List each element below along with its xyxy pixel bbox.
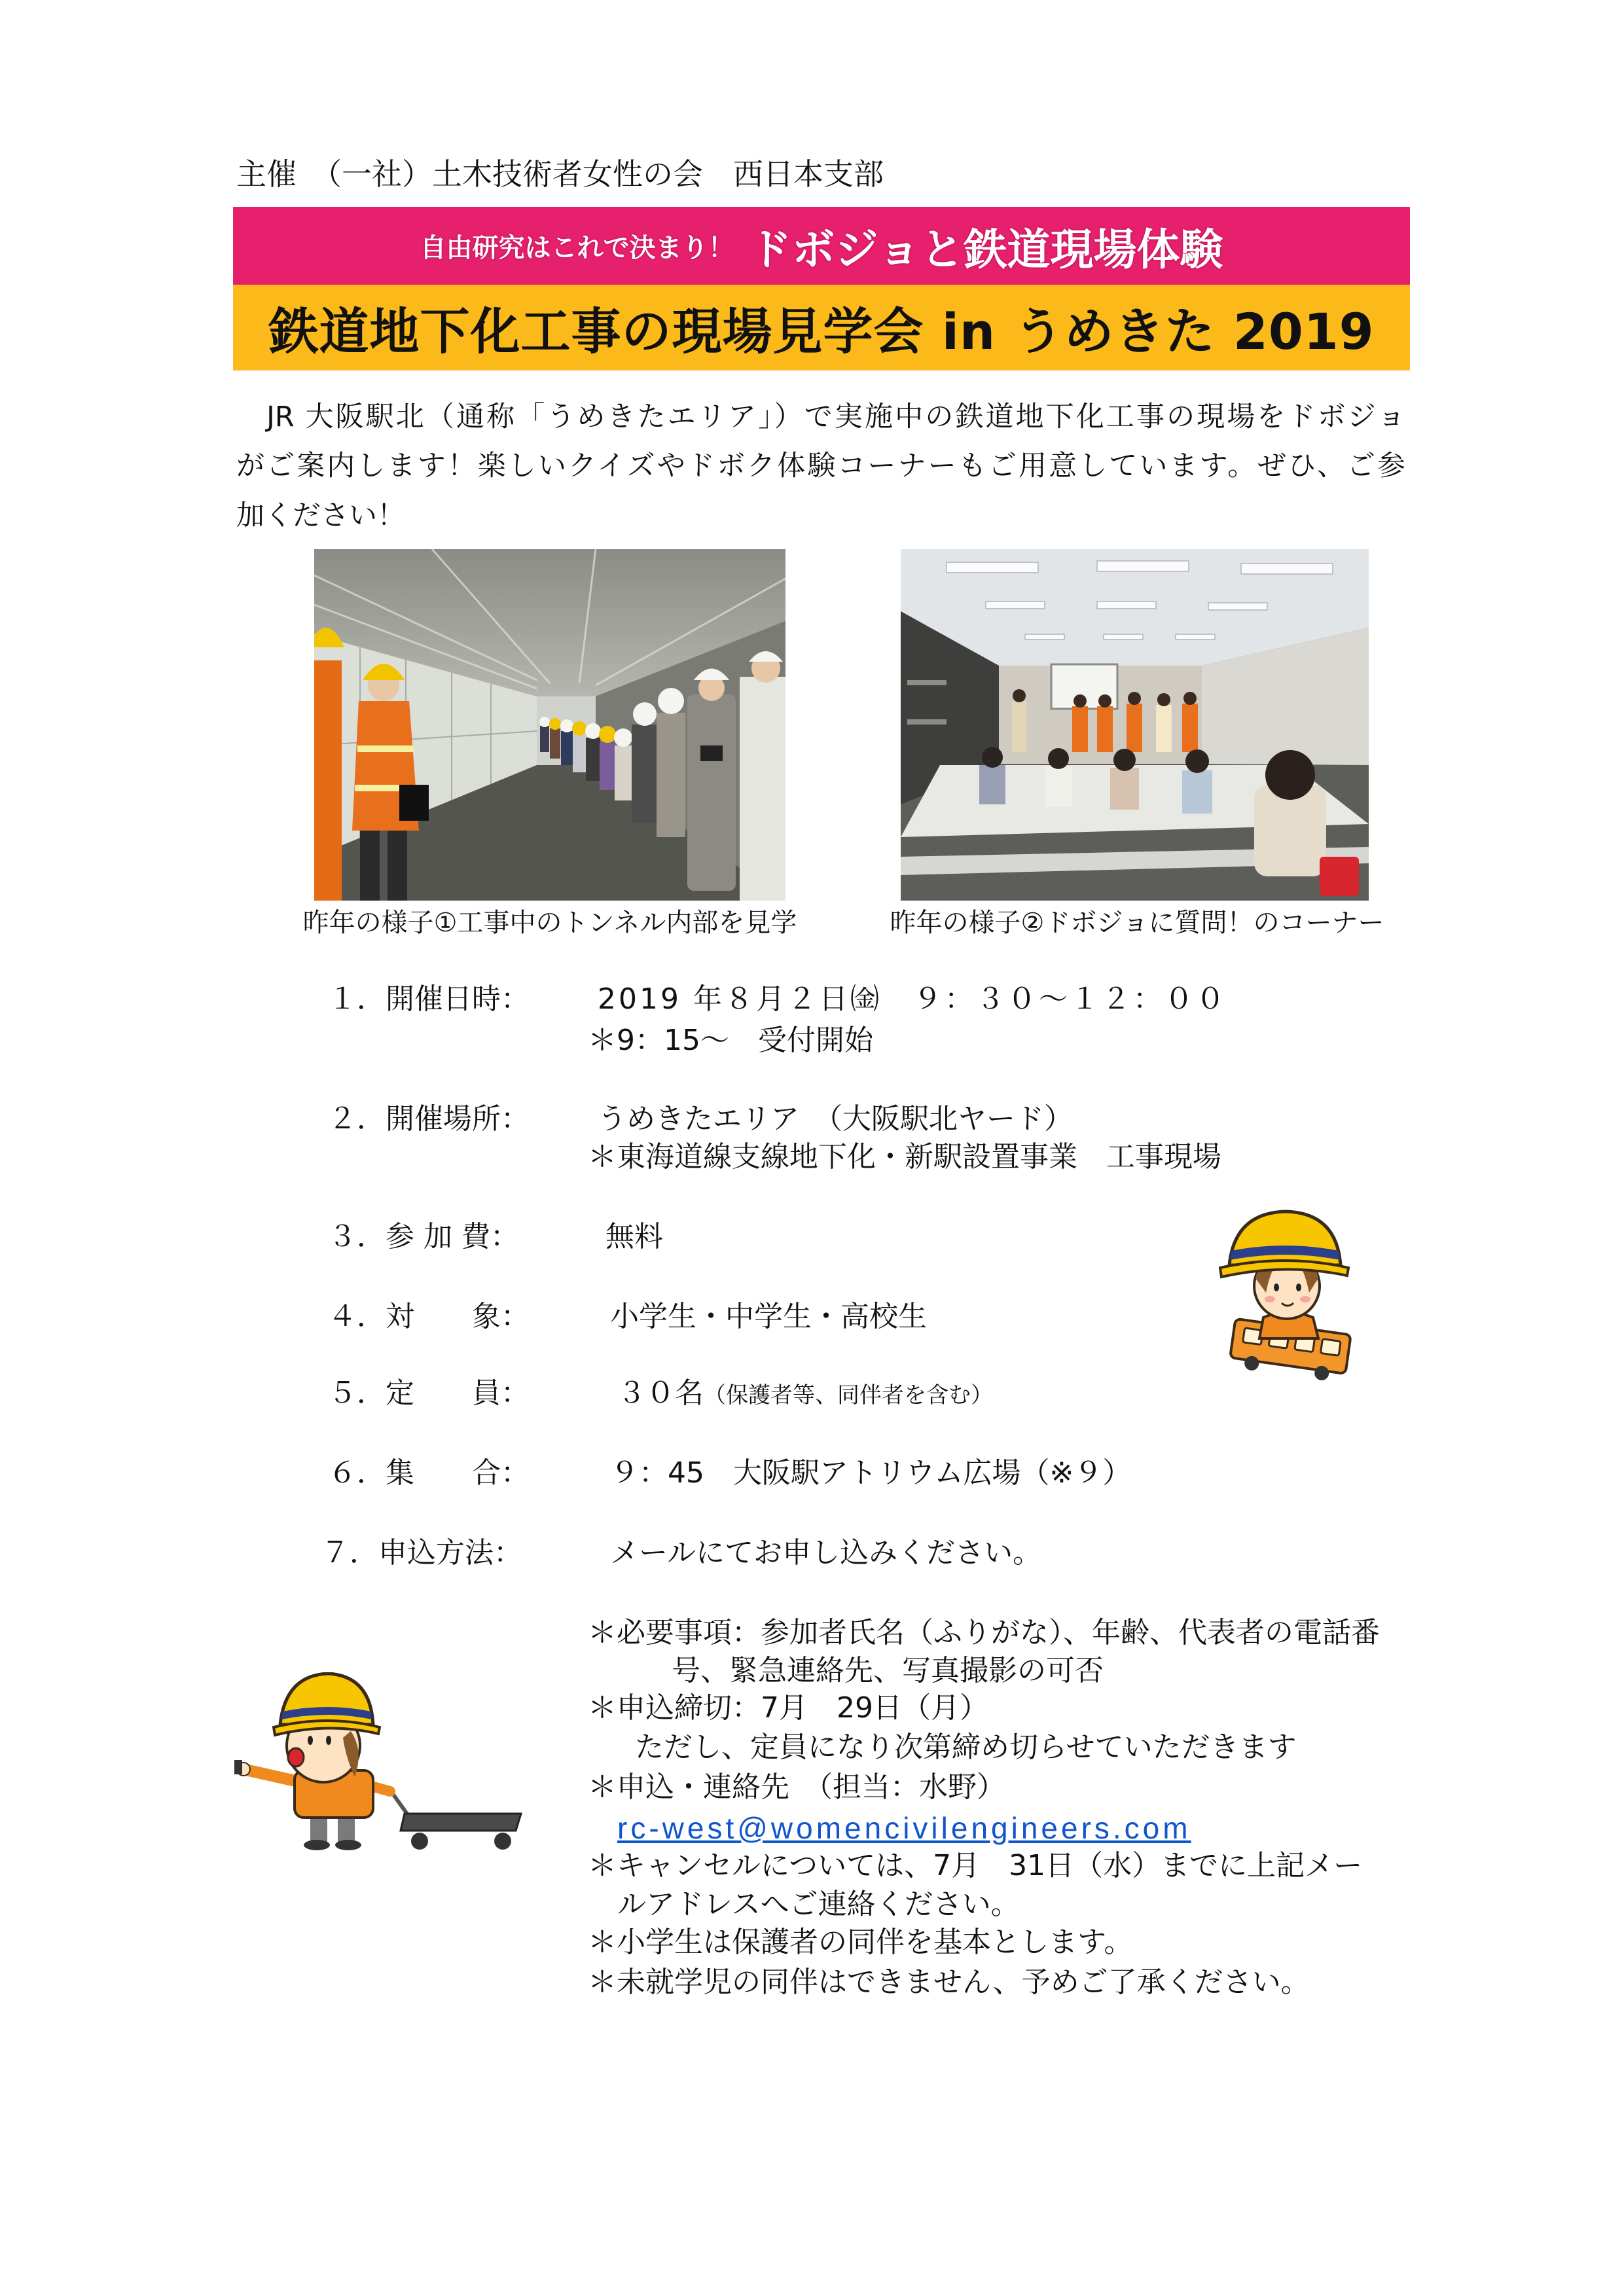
photo-caption-qa: 昨年の様子②ドボジョに質問！のコーナー [890,908,1384,938]
capacity-number: ３０名 [617,1376,704,1410]
worker-on-train-illustration [1214,1208,1356,1380]
note-required-items-cont: 号、緊急連絡先、写真撮影の可否 [672,1654,1104,1687]
organizer-line: 主催 （一社）土木技術者女性の会 西日本支部 [236,156,884,192]
note-deadline: ＊申込締切：7月 29日（月） [588,1691,988,1725]
note-cancel: ＊キャンセルについては、7月 31日（水）までに上記メー [588,1849,1363,1882]
banner-tagline: 自由研究はこれで決まり！ [420,233,734,263]
capacity-note: （保護者等、同伴者を含む） [704,1382,993,1408]
event-title: 鉄道地下化工事の現場見学会 in うめきた 2019 [268,302,1375,361]
detail-value-meeting: ９：45 大阪駅アトリウム広場（※９） [610,1456,1132,1490]
detail-note-venue: ＊東海道線支線地下化・新駅設置事業 工事現場 [588,1140,1221,1174]
detail-value-date: 2019 年８月２日㈮ ９：３０～１２：００ [598,982,1227,1016]
note-required-items: ＊必要事項：参加者氏名（ふりがな）、年齢、代表者の電話番 [588,1616,1380,1649]
tunnel-tour-photo [314,549,785,901]
intro-line: がご案内します！楽しいクイズやドボク体験コーナーもご用意しています。ぜひ、ご参 [236,450,1405,482]
visitor-man-with-camera [687,669,736,891]
photo-caption-tunnel: 昨年の様子①工事中のトンネル内部を見学 [302,908,797,938]
detail-label-meeting: ６．集 合： [328,1456,530,1490]
pink-banner [233,207,1410,285]
detail-value-venue: うめきたエリア （大阪駅北ヤード） [598,1102,1073,1136]
foreground-worker-left [314,628,344,901]
note-contact: ＊申込・連絡先 （担当：水野） [588,1770,1005,1804]
intro-line: 加ください！ [236,499,405,532]
visitor-far-right [740,651,785,901]
detail-label-fee: ３．参 加 費： [328,1220,519,1253]
note-deadline-detail: ただし、定員になり次第締め切らせていただきます [635,1731,1297,1764]
detail-note-reception: ＊9：15～ 受付開始 [588,1024,873,1057]
detail-label-application: ７．申込方法： [321,1536,522,1570]
qa-corner-photo [901,549,1369,901]
detail-value-target: 小学生・中学生・高校生 [610,1300,927,1333]
hard-hat-icon [1220,1211,1348,1277]
detail-label-capacity: ５．定 員： [328,1376,530,1410]
detail-value-application: メールにてお申し込みください。 [610,1536,1042,1570]
detail-label-target: ４．対 象： [328,1300,530,1333]
banner-subtitle: ドボジョと鉄道現場体験 [748,224,1223,275]
worker-with-cart-illustration [233,1672,524,1853]
detail-value-fee: 無料 [605,1220,663,1253]
note-cancel-cont: ルアドレスへご連絡ください。 [617,1888,1020,1921]
contact-email-link[interactable]: rc-west@womencivilengineers.com [617,1811,1191,1845]
detail-label-date: １．開催日時： [328,982,530,1016]
cart-icon [390,1790,521,1850]
note-preschool: ＊未就学児の同伴はできません、予めご了承ください。 [588,1965,1310,1999]
hard-hat-icon [274,1674,380,1735]
note-elementary: ＊小学生は保護者の同伴を基本とします。 [588,1926,1133,1959]
yellow-title-banner [233,285,1410,370]
detail-label-venue: ２．開催場所： [328,1102,530,1136]
intro-line: JR 大阪駅北（通称「うめきたエリア」）で実施中の鉄道地下化工事の現場をドボジョ [236,401,1405,433]
red-bag [1320,857,1359,896]
detail-value-capacity [617,1376,993,1410]
